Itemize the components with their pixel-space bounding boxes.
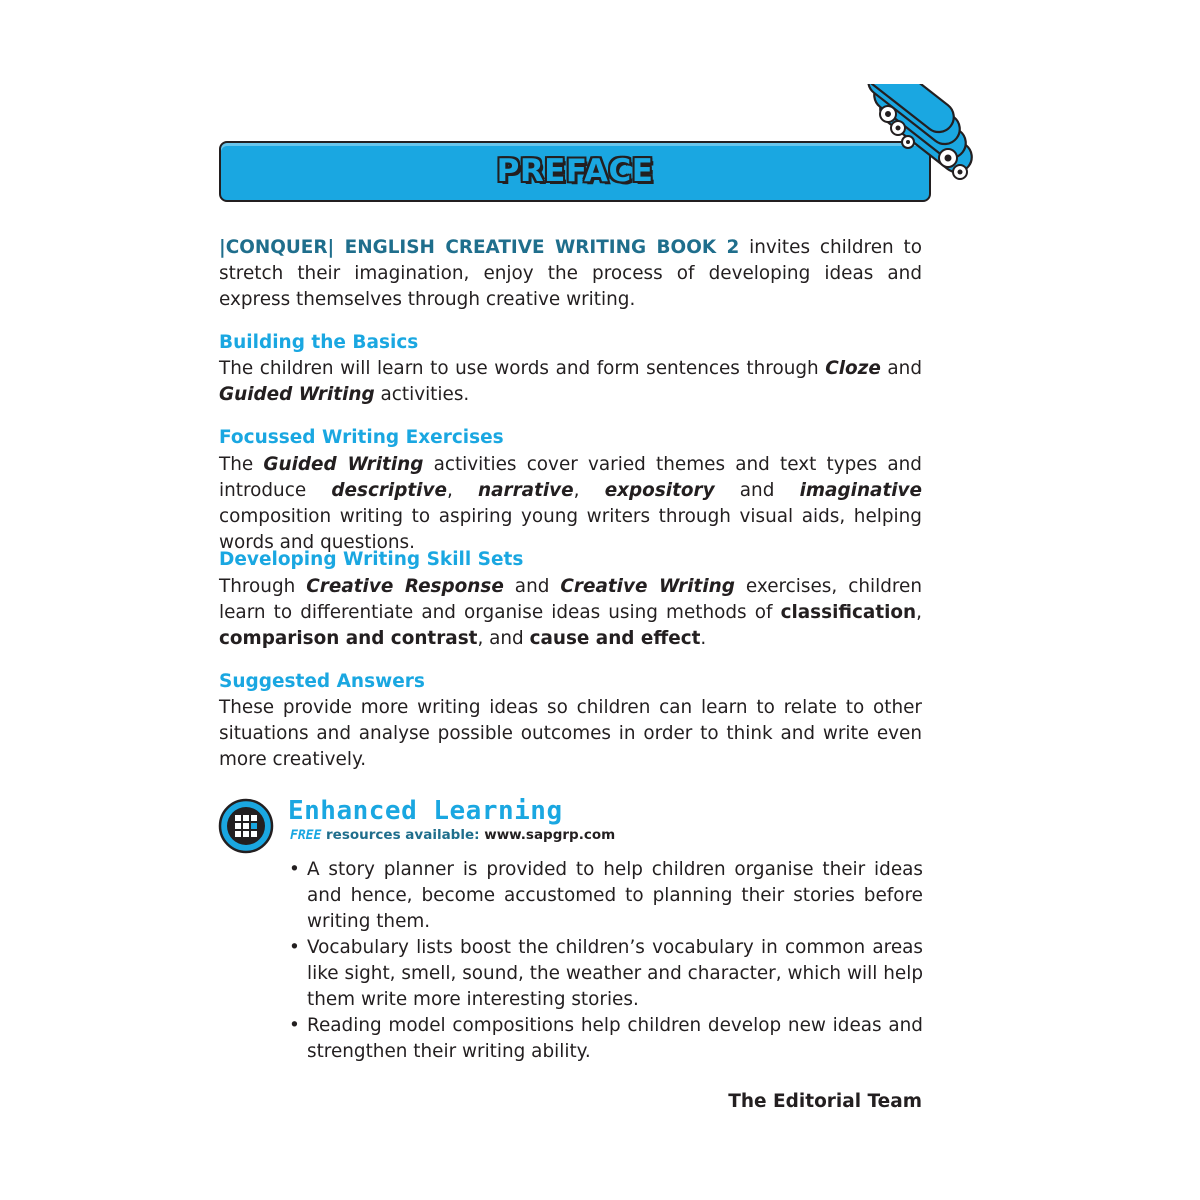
emphasis: expository	[604, 480, 715, 501]
emphasis: imaginative	[799, 480, 922, 501]
emphasis: Guided Writing	[219, 384, 375, 405]
emphasis: classification	[780, 602, 917, 623]
signoff: The Editorial Team	[728, 1091, 922, 1112]
title-banner	[219, 141, 931, 202]
section-text-suggested-answers	[219, 695, 922, 773]
book-title: |CONQUER| ENGLISH CREATIVE WRITING BOOK 2	[219, 237, 740, 258]
text-run: activities cover varied themes and text types and introduce	[219, 454, 922, 501]
text-run: and	[880, 358, 923, 379]
text-run: The children will learn to use words and form sentences through	[219, 358, 826, 379]
free-label: FREE	[290, 828, 322, 843]
text-run: ,	[446, 480, 479, 501]
emphasis: narrative	[478, 480, 574, 501]
section-text-focussed	[219, 452, 922, 556]
text-run: ,	[916, 602, 922, 623]
section-heading-focussed: Focussed Writing Exercises	[219, 427, 504, 448]
intro-text: invites children to stretch their imagination, enjoy the process of developing ideas and express themselves through creative writing.	[219, 237, 922, 310]
section-heading-basics: Building the Basics	[219, 332, 419, 353]
text-run: composition writing to aspiring young writers through visual aids, helping words and questions.	[219, 506, 922, 553]
emphasis: Creative Response	[306, 576, 504, 597]
list-item: • A story planner is provided to help children organise their ideas and hence, become accustomed to planning their stories before writing them.	[287, 857, 923, 935]
enhanced-learning-title: Enhanced Learning	[288, 796, 563, 826]
emphasis: comparison and contrast	[219, 628, 478, 649]
text-run: The	[219, 454, 264, 475]
emphasis: Guided Writing	[263, 454, 424, 475]
list-item: • Reading model compositions help children develop new ideas and strengthen their writing ability.	[287, 1013, 923, 1065]
page-title: PREFACE	[496, 153, 654, 189]
decorative-rings-icon	[852, 84, 984, 216]
text-run: , and	[477, 628, 530, 649]
text-run: and	[714, 480, 800, 501]
text-run: exercises, children learn to differentiate and organise ideas using methods of	[219, 576, 922, 623]
section-text-basics	[219, 356, 922, 408]
resources-label: resources available:	[321, 827, 485, 843]
section-text-skill-sets	[219, 574, 922, 652]
section-heading-skill-sets: Developing Writing Skill Sets	[219, 549, 524, 570]
list-item: • Vocabulary lists boost the children’s vocabulary in common areas like sight, smell, sound, the weather and character, which will help them write more interesting stories.	[287, 935, 923, 1013]
text-run: activities.	[374, 384, 470, 405]
text-run: These provide more writing ideas so children can learn to relate to other situations and analyse possible outcomes in order to think and write even more creatively.	[219, 697, 922, 770]
enhanced-learning-list	[287, 857, 923, 1065]
enhanced-learning-logo-icon	[218, 798, 274, 854]
text-run: ,	[573, 480, 605, 501]
text-run: .	[700, 628, 707, 649]
emphasis: Creative Writing	[560, 576, 735, 597]
intro-paragraph	[219, 235, 922, 313]
text-run: Through	[219, 576, 307, 597]
emphasis: cause and effect	[529, 628, 701, 649]
emphasis: Cloze	[825, 358, 881, 379]
website-link[interactable]: www.sapgrp.com	[484, 827, 616, 843]
resources-line	[290, 826, 615, 845]
text-run: and	[503, 576, 561, 597]
section-heading-suggested-answers: Suggested Answers	[219, 671, 425, 692]
emphasis: descriptive	[331, 480, 447, 501]
